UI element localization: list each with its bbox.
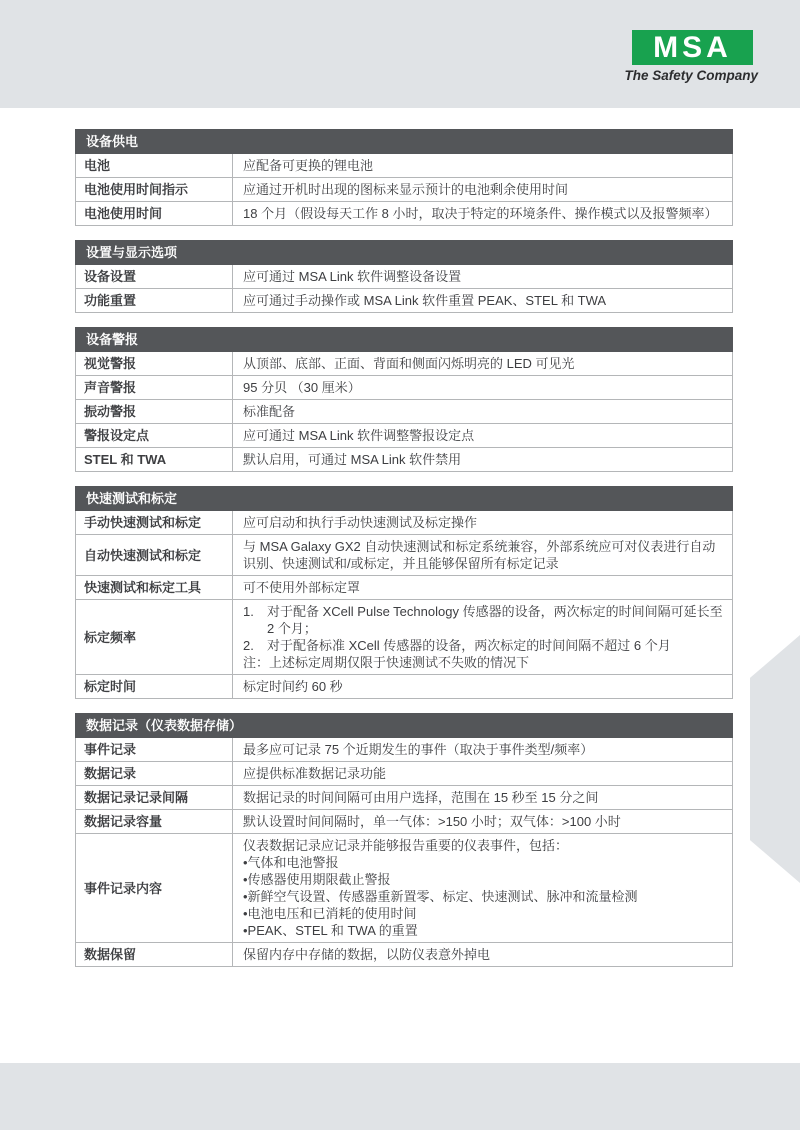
spec-value-cell — [233, 810, 732, 833]
spec-value-cell — [233, 289, 732, 312]
spec-label-cell: 标定时间 — [76, 675, 233, 698]
spec-value-cell — [233, 448, 732, 471]
spec-value-cell — [233, 424, 732, 447]
table-title: 设置与显示选项 — [75, 240, 733, 265]
spec-value-text: 95 分贝 （30 厘米） — [243, 380, 361, 395]
table-row — [76, 762, 732, 786]
table-row — [76, 535, 732, 576]
spec-value-text: 应配备可更换的锂电池 — [243, 158, 374, 173]
spec-value-line: 注：上述标定周期仅限于快速测试不失败的情况下 — [243, 655, 530, 670]
table-row — [76, 786, 732, 810]
list-marker: 2. — [243, 638, 254, 653]
table-row — [76, 154, 732, 178]
table-row — [76, 810, 732, 834]
spec-label-cell: 视觉警报 — [76, 352, 233, 375]
table-row — [76, 178, 732, 202]
spec-value-text: 应提供标准数据记录功能 — [243, 766, 387, 781]
spec-label-cell: 标定频率 — [76, 600, 233, 674]
spec-value-cell — [233, 400, 732, 423]
spec-table — [75, 327, 733, 472]
spec-table — [75, 129, 733, 226]
spec-value-line: •PEAK、STEL 和 TWA 的重置 — [243, 923, 418, 938]
table-row — [76, 943, 732, 966]
spec-label-cell: 事件记录内容 — [76, 834, 233, 942]
msa-logo-tagline: The Safety Company — [624, 68, 758, 83]
spec-table — [75, 240, 733, 313]
msa-logo — [632, 30, 753, 65]
spec-value-cell — [233, 265, 732, 288]
spec-tables — [75, 129, 733, 981]
table-row — [76, 834, 732, 943]
footer-band — [0, 1063, 800, 1130]
spec-value-text: 应通过开机时出现的图标来显示预计的电池剩余使用时间 — [243, 182, 569, 197]
spec-label-cell: 功能重置 — [76, 289, 233, 312]
spec-value-cell — [233, 786, 732, 809]
spec-value-line: •传感器使用期限截止警报 — [243, 872, 391, 887]
spec-value-cell — [233, 943, 732, 966]
spec-value-line: •气体和电池警报 — [243, 855, 339, 870]
table-row — [76, 289, 732, 312]
spec-label-cell: STEL 和 TWA — [76, 448, 233, 471]
spec-value-text: 18 个月（假设每天工作 8 小时，取决于特定的环境条件、操作模式以及报警频率） — [243, 206, 718, 221]
spec-value-text: 应可启动和执行手动快速测试及标定操作 — [243, 515, 478, 530]
table-title: 数据记录（仪表数据存储） — [75, 713, 733, 738]
table-row — [76, 202, 732, 225]
spec-label-cell: 事件记录 — [76, 738, 233, 761]
spec-label-cell: 自动快速测试和标定 — [76, 535, 233, 575]
table-body — [75, 352, 733, 472]
spec-value-cell — [233, 600, 732, 674]
spec-label-cell: 电池使用时间指示 — [76, 178, 233, 201]
spec-label-cell: 振动警报 — [76, 400, 233, 423]
spec-value-cell — [233, 675, 732, 698]
spec-value-cell — [233, 154, 732, 177]
spec-value-cell — [233, 576, 732, 599]
list-marker: 1. — [243, 604, 254, 619]
table-row — [76, 424, 732, 448]
spec-value-line: 仪表数据记录应记录并能够报告重要的仪表事件，包括： — [243, 838, 569, 853]
table-row — [76, 376, 732, 400]
spec-value-text: 保留内存中存储的数据，以防仪表意外掉电 — [243, 947, 491, 962]
spec-label-cell: 数据记录 — [76, 762, 233, 785]
spec-value-text: 默认设置时间间隔时，单一气体：>150 小时；双气体：>100 小时 — [243, 814, 621, 829]
spec-value-cell — [233, 834, 732, 942]
table-row — [76, 448, 732, 471]
spec-value-cell — [233, 511, 732, 534]
table-row — [76, 576, 732, 600]
spec-value-text: 应可通过 MSA Link 软件调整设备设置 — [243, 269, 462, 284]
table-row — [76, 265, 732, 289]
table-title: 设备警报 — [75, 327, 733, 352]
spec-label-cell: 数据记录容量 — [76, 810, 233, 833]
spec-value-cell — [233, 202, 732, 225]
spec-table — [75, 486, 733, 699]
spec-value-text: 应可通过手动操作或 MSA Link 软件重置 PEAK、STEL 和 TWA — [243, 293, 607, 308]
spec-value-text: 可不使用外部标定罩 — [243, 580, 361, 595]
spec-value-line: 1. 对于配备 XCell Pulse Technology 传感器的设备，两次标定的时间间隔可延长至 2 个月； — [243, 604, 723, 636]
spec-value-text: 与 MSA Galaxy GX2 自动快速测试和标定系统兼容，外部系统应可对仪表进行自动识别、快速测试和/或标定，并且能够保留所有标定记录 — [243, 539, 716, 571]
spec-value-text: 标准配备 — [243, 404, 296, 419]
spec-value-cell — [233, 535, 732, 575]
spec-value-cell — [233, 762, 732, 785]
table-title: 快速测试和标定 — [75, 486, 733, 511]
spec-value-text: 默认启用，可通过 MSA Link 软件禁用 — [243, 452, 462, 467]
spec-value-line: •新鲜空气设置、传感器重新置零、标定、快速测试、脉冲和流量检测 — [243, 889, 638, 904]
spec-value-text: 应可通过 MSA Link 软件调整警报设定点 — [243, 428, 475, 443]
table-row — [76, 511, 732, 535]
spec-table — [75, 713, 733, 967]
msa-logo-text: MSA — [653, 31, 732, 64]
table-row — [76, 738, 732, 762]
table-body — [75, 511, 733, 699]
spec-value-text: 标定时间约 60 秒 — [243, 679, 343, 694]
side-ribbon-shape — [750, 635, 800, 883]
spec-value-text: 数据记录的时间间隔可由用户选择，范围在 15 秒至 15 分之间 — [243, 790, 599, 805]
spec-label-cell: 声音警报 — [76, 376, 233, 399]
spec-value-cell — [233, 376, 732, 399]
spec-value-text: 最多应可记录 75 个近期发生的事件（取决于事件类型/频率） — [243, 742, 594, 757]
spec-value-text: 从顶部、底部、正面、背面和侧面闪烁明亮的 LED 可见光 — [243, 356, 575, 371]
spec-label-cell: 设备设置 — [76, 265, 233, 288]
spec-value-cell — [233, 178, 732, 201]
table-body — [75, 738, 733, 967]
table-body — [75, 265, 733, 313]
spec-value-line: 2. 对于配备标准 XCell 传感器的设备，两次标定的时间间隔不超过 6 个月 — [243, 638, 671, 653]
spec-label-cell: 数据保留 — [76, 943, 233, 966]
spec-label-cell: 电池 — [76, 154, 233, 177]
spec-value-cell — [233, 738, 732, 761]
spec-label-cell: 电池使用时间 — [76, 202, 233, 225]
spec-label-cell: 手动快速测试和标定 — [76, 511, 233, 534]
spec-label-cell: 数据记录记录间隔 — [76, 786, 233, 809]
table-row — [76, 352, 732, 376]
table-body — [75, 154, 733, 226]
table-row — [76, 600, 732, 675]
spec-label-cell: 快速测试和标定工具 — [76, 576, 233, 599]
table-row — [76, 400, 732, 424]
spec-value-cell — [233, 352, 732, 375]
spec-label-cell: 警报设定点 — [76, 424, 233, 447]
table-row — [76, 675, 732, 698]
spec-value-line: •电池电压和已消耗的使用时间 — [243, 906, 417, 921]
table-title: 设备供电 — [75, 129, 733, 154]
